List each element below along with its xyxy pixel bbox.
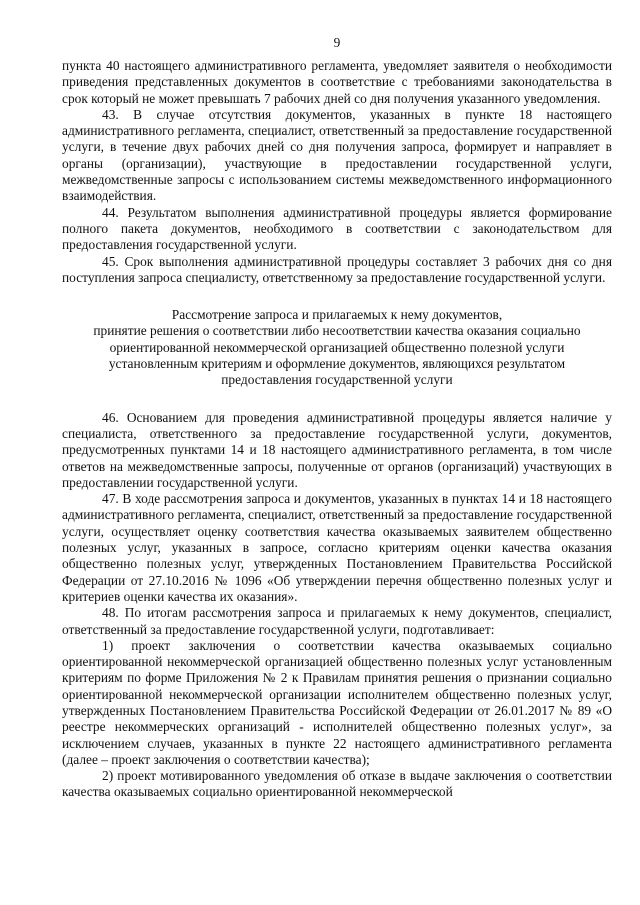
paragraph: 43. В случае отсутствия документов, указанных в пункте 18 настоящего административного регламента, специалист, ответственный за предоставление государственной услуги, в течение двух рабочих дней со дня получения запроса, формирует и направляет в органы (организации), участвующие в предоставлении государственной услуги, межведомственные запросы с использованием системы межведомственного информационного взаимодействия. <box>62 106 612 204</box>
list-item: 1) проект заключения о соответствии качества оказываемых социально ориентированной некоммерческой организацией общественно полезных услуг установленным критериям по форме Приложения № 2 к Правилам принятия решения о признании социально ориентированной некоммерческой организации исполнителем общественно полезных услуг, утвержденных Постановлением Правительства Российской Федерации от 26.01.2017 № 89 «О реестре некоммерческих организаций - исполнителей общественно полезных услуг», за исключением случаев, указанных в пункте 22 настоящего административного регламента (далее – проект заключения о соответствии качества); <box>62 637 612 767</box>
section-heading-line: принятие решения о соответствии либо несоответствии качества оказания социально <box>93 323 581 339</box>
paragraph: пункта 40 настоящего административного регламента, уведомляет заявителя о необходимости приведения представленных документов в соответствие с требованиями законодательства в срок который не может превышать 7 рабочих дней со дня получения указанного уведомления. <box>62 58 612 106</box>
section-heading <box>62 307 612 388</box>
paragraph: 45. Срок выполнения административной процедуры составляет 3 рабочих дня со дня поступления запроса специалисту, ответственному за предоставление государственной услуги. <box>62 253 612 285</box>
paragraphs-before <box>62 58 612 286</box>
page-number: 9 <box>333 35 341 50</box>
list-item: 2) проект мотивированного уведомления об отказе в выдаче заключения о соответствии качества оказываемых социально ориентированной некоммерческой <box>62 768 612 800</box>
paragraph: 48. По итогам рассмотрения запроса и прилагаемых к нему документов, специалист, ответственный за предоставление государственной услуги, подготавливает: <box>62 605 612 637</box>
section-heading-line: Рассмотрение запроса и прилагаемых к нему документов, <box>171 307 503 323</box>
paragraph: 47. В ходе рассмотрения запроса и документов, указанных в пунктах 14 и 18 настоящего административного регламента, специалист, ответственный за предоставление государственной услуги, осуществляет оценку соответствия качества оказываемых заявителем общественно полезных услуг, указанных в запросе, согласно критериям оценки качества оказания общественно полезных услуг, утвержденных Постановлением Правительства Российской Федерации от 27.10.2016 № 1096 «Об утверждении перечня общественно полезных услуг и критериев оценки качества их оказания». <box>62 491 612 604</box>
paragraphs-after <box>62 410 612 801</box>
section-heading-line: ориентированной некоммерческой организацией общественно полезной услуги <box>109 339 565 355</box>
paragraph: 46. Основанием для проведения административной процедуры является наличие у специалиста, ответственного за предоставление государственной услуги, документов, предусмотренных пунктами 14 и 18 настоящего административного регламента, в том числе ответов на межведомственные запросы, полученные от органов (организаций) участвующих в предоставлении государственной услуги. <box>62 409 612 490</box>
section-heading-line: установленным критериям и оформление документов, являющихся результатом <box>108 356 566 372</box>
paragraph: 44. Результатом выполнения административной процедуры является формирование полного пакета документов, необходимого в соответствии с законодательством для предоставления государственной услуги. <box>62 204 612 253</box>
section-heading-line: предоставления государственной услуги <box>221 372 453 388</box>
